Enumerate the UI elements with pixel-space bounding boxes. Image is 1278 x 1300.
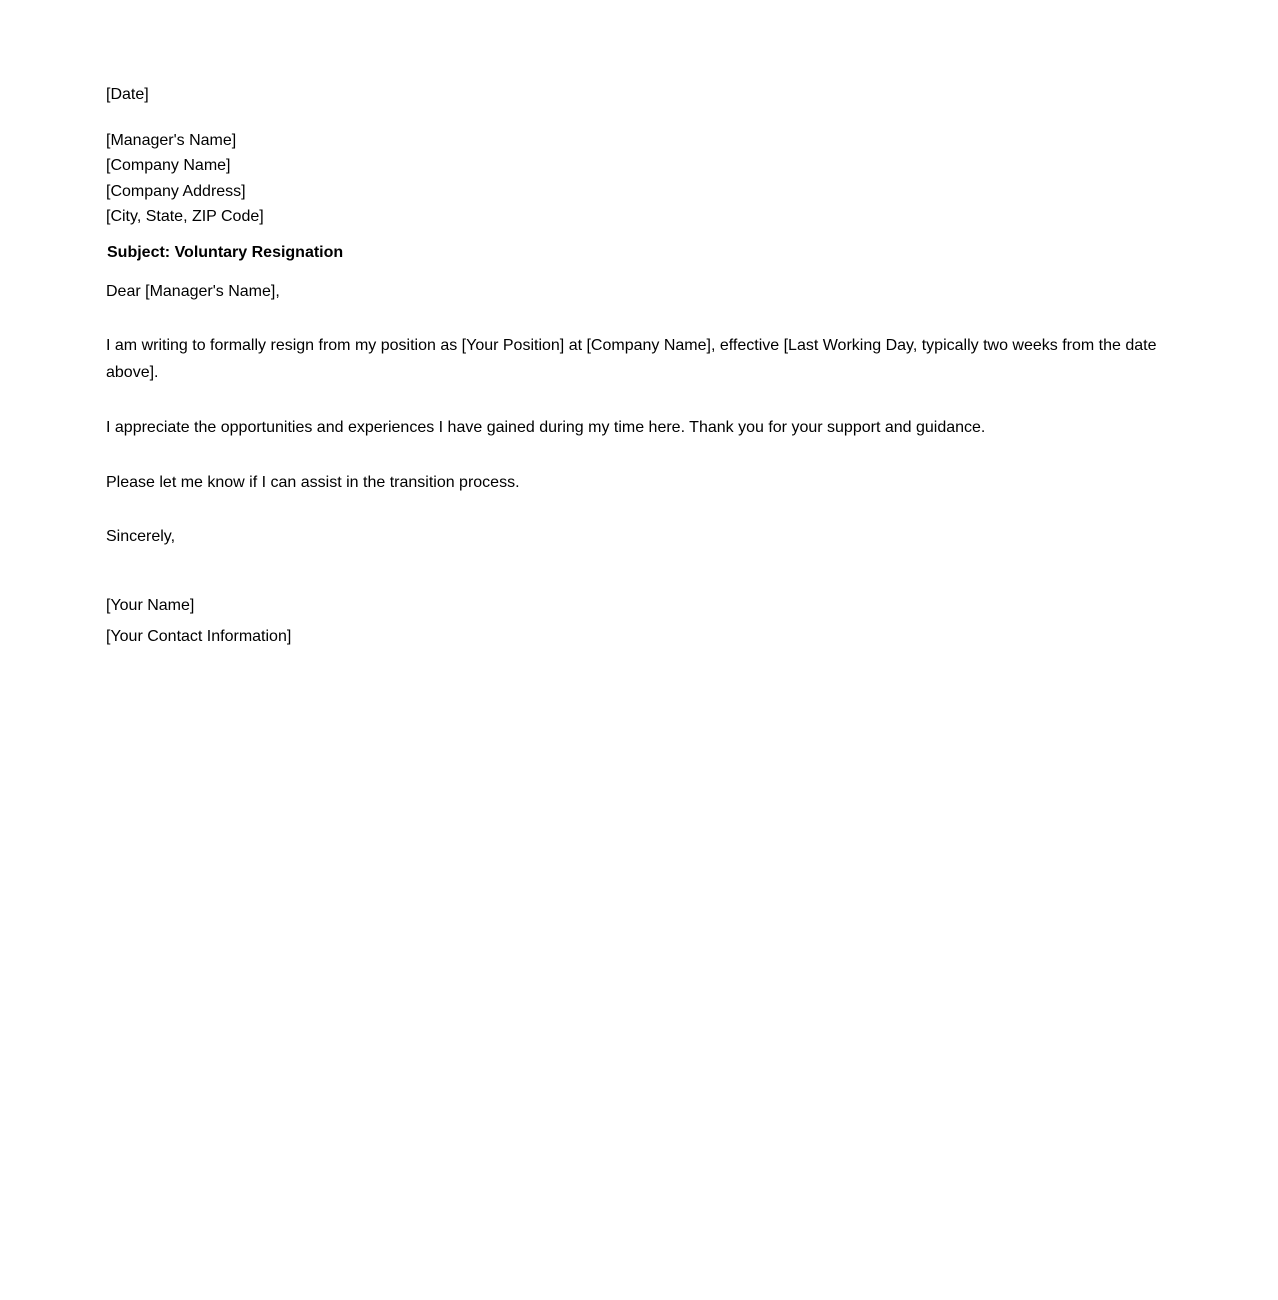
letter-paragraph-resignation: I am writing to formally resign from my position as [Your Position] at [Company Name], effective [Last Working Day, typically two weeks from the date above]. bbox=[106, 337, 1161, 382]
recipient-manager-name: [Manager's Name] bbox=[106, 131, 237, 149]
signature-name: [Your Name] bbox=[106, 596, 195, 614]
letter-paragraph-transition: Please let me know if I can assist in the transition process. bbox=[106, 474, 520, 492]
letter-date: [Date] bbox=[106, 86, 149, 103]
signature-contact: [Your Contact Information] bbox=[106, 628, 292, 646]
recipient-address bbox=[106, 128, 1186, 230]
recipient-company-name: [Company Name] bbox=[106, 157, 231, 175]
letter-subject: Subject: Voluntary Resignation bbox=[107, 243, 344, 261]
resignation-letter bbox=[106, 82, 1186, 650]
letter-salutation: Dear [Manager's Name], bbox=[106, 282, 280, 300]
recipient-city-state-zip: [City, State, ZIP Code] bbox=[106, 208, 264, 226]
recipient-company-address: [Company Address] bbox=[106, 182, 246, 200]
letter-closing: Sincerely, bbox=[106, 528, 176, 546]
letter-paragraph-appreciation: I appreciate the opportunities and experiences I have gained during my time here. Thank you for your support and guidance. bbox=[106, 419, 986, 437]
